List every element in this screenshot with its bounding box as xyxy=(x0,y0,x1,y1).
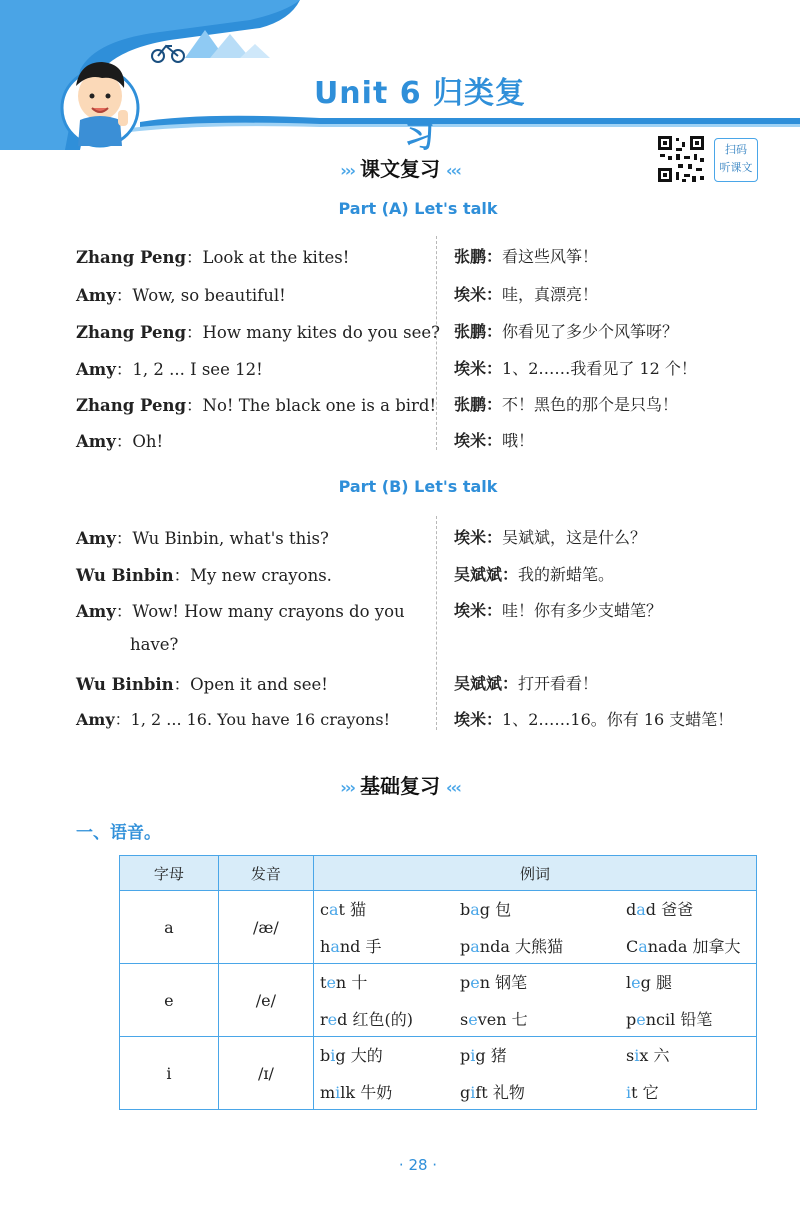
word-part: x xyxy=(639,1046,649,1065)
letter-cell: a xyxy=(120,891,219,964)
word-meaning: 七 xyxy=(511,1010,528,1029)
speaker: Wu Binbin xyxy=(76,675,174,694)
dialogue-line-zh: 埃米：吴斌斌，这是什么？ xyxy=(454,528,647,547)
table-row xyxy=(120,1037,757,1110)
word-part: s xyxy=(460,1010,469,1029)
word-part: n xyxy=(479,973,491,992)
speaker: Amy xyxy=(76,529,116,548)
utterance-zh: 你看见了多少个风筝呀？ xyxy=(502,322,679,341)
word-part: p xyxy=(626,1010,637,1029)
word-part: ft xyxy=(475,1083,488,1102)
word-part: g xyxy=(479,900,491,919)
example-word xyxy=(320,1007,460,1030)
dialogue-line-zh: 埃米：哇！你有多少支蜡笔？ xyxy=(454,601,663,620)
highlight-letter: a xyxy=(470,937,480,956)
word-part: b xyxy=(320,1046,331,1065)
highlight-letter: a xyxy=(636,900,646,919)
word-part: b xyxy=(460,900,471,919)
word-meaning: 礼物 xyxy=(492,1083,525,1102)
word-meaning: 猪 xyxy=(490,1046,507,1065)
bicycle-icon xyxy=(152,46,184,62)
word-part: ncil xyxy=(645,1010,676,1029)
dialogue-line-zh: 埃米：1、2……我看见了 12 个！ xyxy=(454,359,697,378)
example-word xyxy=(626,1007,756,1030)
highlight-letter: a xyxy=(330,937,340,956)
letter-cell: i xyxy=(120,1037,219,1110)
dialogue-line-en: Amy：Wow, so beautiful! xyxy=(76,286,286,305)
example-word xyxy=(626,897,756,920)
speaker-zh: 吴斌斌 xyxy=(454,565,503,584)
example-word xyxy=(460,1007,626,1030)
word-part: p xyxy=(460,937,471,956)
dialogue-line-en-cont: have? xyxy=(130,635,179,654)
dialogue-line-zh: 张鹏：看这些风筝！ xyxy=(454,247,599,266)
word-part: p xyxy=(460,1046,471,1065)
speaker-zh: 埃米 xyxy=(454,601,487,620)
word-meaning: 加拿大 xyxy=(692,937,741,956)
highlight-letter: e xyxy=(327,1010,338,1029)
example-word xyxy=(320,1043,460,1066)
speaker-zh: 张鹏 xyxy=(454,322,487,341)
sound-cell: /e/ xyxy=(218,964,313,1037)
highlight-letter: i xyxy=(330,1046,336,1065)
word-part: t xyxy=(631,1083,638,1102)
example-word xyxy=(626,934,756,957)
letter-cell: e xyxy=(120,964,219,1037)
word-part: r xyxy=(320,1010,328,1029)
example-word xyxy=(320,934,460,957)
example-word xyxy=(460,897,626,920)
example-word xyxy=(626,1080,756,1103)
highlight-letter: e xyxy=(468,1010,478,1029)
example-word xyxy=(460,1043,626,1066)
section-label: 课文复习 xyxy=(360,157,440,181)
section-label: 基础复习 xyxy=(360,774,440,798)
chevron-left-icon: ‹‹‹ xyxy=(446,161,460,180)
speaker-zh: 埃米 xyxy=(454,528,487,547)
scan-to-listen-note xyxy=(714,138,758,182)
word-meaning: 红色(的) xyxy=(352,1010,413,1029)
highlight-letter: i xyxy=(335,1083,341,1102)
part-b-title: Part (B) Let's talk xyxy=(338,477,498,496)
column-header: 例词 xyxy=(314,856,757,891)
utterance-zh: 吴斌斌，这是什么？ xyxy=(502,528,647,547)
utterance-zh: 哇！你有多少支蜡笔？ xyxy=(502,601,663,620)
word-part: c xyxy=(320,900,329,919)
speaker: Zhang Peng xyxy=(76,248,187,267)
dialogue-line-zh: 张鹏：不！黑色的那个是只鸟！ xyxy=(454,395,679,414)
word-part: lk xyxy=(340,1083,356,1102)
utterance-zh: 不！黑色的那个是只鸟！ xyxy=(502,395,679,414)
utterance-zh: 1、2……我看见了 12 个！ xyxy=(502,359,697,378)
utterance: 1, 2 ... I see 12! xyxy=(132,360,263,379)
speaker: Amy xyxy=(76,360,116,379)
word-part: n xyxy=(335,973,347,992)
highlight-letter: e xyxy=(631,973,641,992)
column-header: 字母 xyxy=(120,856,219,891)
highlight-letter: a xyxy=(328,900,339,919)
word-meaning: 六 xyxy=(653,1046,670,1065)
utterance-zh: 我的新蜡笔。 xyxy=(518,565,615,584)
word-meaning: 爸爸 xyxy=(661,900,694,919)
word-part: p xyxy=(460,973,471,992)
dialogue-line-en: Wu Binbin：My new crayons. xyxy=(76,566,332,585)
word-part: g xyxy=(475,1046,486,1065)
highlight-letter: a xyxy=(638,937,648,956)
speaker: Amy xyxy=(76,710,115,729)
speaker: Amy xyxy=(76,286,116,305)
word-part: t xyxy=(338,900,345,919)
table-row xyxy=(120,964,757,1037)
highlight-letter: e xyxy=(470,973,480,992)
word-meaning: 腿 xyxy=(655,973,672,992)
speaker: Wu Binbin xyxy=(76,566,174,585)
dialogue-line-zh: 张鹏：你看见了多少个风筝呀？ xyxy=(454,322,679,341)
highlight-letter: i xyxy=(626,1083,632,1102)
speaker-zh: 张鹏 xyxy=(454,395,487,414)
question-title: 一、语音。 xyxy=(76,823,161,843)
chevron-right-icon: ››› xyxy=(340,161,354,180)
dialogue-line-en: Amy：1, 2 ... 16. You have 16 crayons! xyxy=(76,710,390,729)
example-words-cell xyxy=(314,1037,757,1110)
word-part: g xyxy=(335,1046,346,1065)
example-words-cell xyxy=(314,891,757,964)
dialogue-line-en: Amy：Wu Binbin, what's this? xyxy=(76,529,329,548)
word-meaning: 大的 xyxy=(350,1046,383,1065)
speaker: Amy xyxy=(76,432,116,451)
word-part: nd xyxy=(339,937,361,956)
highlight-letter: e xyxy=(636,1010,646,1029)
word-meaning: 大熊猫 xyxy=(514,937,563,956)
dialogue-line-zh: 吴斌斌：我的新蜡笔。 xyxy=(454,565,615,584)
utterance-zh: 看这些风筝！ xyxy=(502,247,599,266)
utterance-zh: 哇，真漂亮！ xyxy=(502,285,599,304)
word-part: C xyxy=(626,937,639,956)
page-title: Unit 6 归类复习 xyxy=(313,76,527,155)
utterance-zh: 哦！ xyxy=(502,431,535,450)
word-part: h xyxy=(320,937,331,956)
speaker-zh: 埃米 xyxy=(454,431,487,450)
word-part: ven xyxy=(477,1010,507,1029)
sound-cell: /ɪ/ xyxy=(218,1037,313,1110)
word-meaning: 猫 xyxy=(350,900,367,919)
utterance: No! The black one is a bird! xyxy=(202,396,437,415)
highlight-letter: e xyxy=(326,973,336,992)
dialogue-line-zh: 埃米：1、2……16。你有 16 支蜡笔！ xyxy=(454,710,734,729)
utterance: Open it and see! xyxy=(190,675,328,694)
utterance: My new crayons. xyxy=(190,566,332,585)
dialogue-line-en: Zhang Peng：How many kites do you see? xyxy=(76,323,440,342)
table-row xyxy=(120,891,757,964)
word-part: t xyxy=(320,973,327,992)
example-word xyxy=(626,970,756,993)
utterance-zh: 打开看看！ xyxy=(518,674,599,693)
word-part: d xyxy=(337,1010,348,1029)
word-part: l xyxy=(626,973,632,992)
example-word xyxy=(460,970,626,993)
utterance-zh: 1、2……16。你有 16 支蜡笔！ xyxy=(502,710,734,729)
column-divider xyxy=(436,516,437,730)
chevron-right-icon: ››› xyxy=(340,778,354,797)
example-word xyxy=(626,1043,756,1066)
dialogue-line-en: Zhang Peng：Look at the kites! xyxy=(76,248,350,267)
word-meaning: 它 xyxy=(642,1083,659,1102)
dialogue-line-en: Amy：Oh! xyxy=(76,432,164,451)
word-part: d xyxy=(626,900,637,919)
speaker-zh: 吴斌斌 xyxy=(454,674,503,693)
word-meaning: 包 xyxy=(495,900,512,919)
example-words-cell xyxy=(314,964,757,1037)
example-word xyxy=(460,1080,626,1103)
word-meaning: 十 xyxy=(351,973,368,992)
word-part: m xyxy=(320,1083,336,1102)
speaker-zh: 张鹏 xyxy=(454,247,487,266)
highlight-letter: i xyxy=(470,1046,476,1065)
sound-cell: /æ/ xyxy=(218,891,313,964)
speaker-zh: 埃米 xyxy=(454,285,487,304)
word-part: d xyxy=(645,900,657,919)
column-divider xyxy=(436,236,437,450)
speaker-zh: 埃米 xyxy=(454,359,487,378)
example-word xyxy=(320,970,460,993)
speaker: Zhang Peng xyxy=(76,396,187,415)
speaker: Amy xyxy=(76,602,116,621)
dialogue-line-en: Amy：Wow! How many crayons do you xyxy=(76,602,405,621)
utterance: How many kites do you see? xyxy=(202,323,440,342)
page-number: · 28 · xyxy=(398,1156,438,1174)
dialogue-line-zh: 埃米：哦！ xyxy=(454,431,535,450)
dialogue-line-zh: 吴斌斌：打开看看！ xyxy=(454,674,599,693)
word-meaning: 铅笔 xyxy=(680,1010,713,1029)
utterance: 1, 2 ... 16. You have 16 crayons! xyxy=(130,710,390,729)
utterance: Wow, so beautiful! xyxy=(132,286,286,305)
dialogue-line-en: Zhang Peng：No! The black one is a bird! xyxy=(76,396,437,415)
word-part: nda xyxy=(479,937,510,956)
example-word xyxy=(460,934,626,957)
highlight-letter: i xyxy=(470,1083,476,1102)
phonics-table xyxy=(119,855,757,1110)
dialogue-line-en: Amy：1, 2 ... I see 12! xyxy=(76,360,263,379)
example-word xyxy=(320,897,460,920)
example-word xyxy=(320,1080,460,1103)
section-header-basic-review xyxy=(0,770,800,799)
word-part: g xyxy=(640,973,651,992)
dialogue-line-zh: 埃米：哇，真漂亮！ xyxy=(454,285,599,304)
table-header-row xyxy=(120,856,757,891)
column-header: 发音 xyxy=(218,856,313,891)
scan-note-line: 扫码 xyxy=(725,143,747,156)
highlight-letter: a xyxy=(470,900,480,919)
word-part: nada xyxy=(647,937,688,956)
utterance: Wow! How many crayons do you xyxy=(132,602,405,621)
qr-code-icon[interactable] xyxy=(656,134,706,184)
speaker-zh: 埃米 xyxy=(454,710,487,729)
scan-note-line: 听课文 xyxy=(719,161,753,174)
word-part: g xyxy=(460,1083,471,1102)
chevron-left-icon: ‹‹‹ xyxy=(446,778,460,797)
utterance: Wu Binbin, what's this? xyxy=(132,529,329,548)
dialogue-line-en: Wu Binbin：Open it and see! xyxy=(76,675,328,694)
word-part: s xyxy=(626,1046,635,1065)
highlight-letter: i xyxy=(634,1046,640,1065)
utterance: Oh! xyxy=(132,432,164,451)
speaker: Zhang Peng xyxy=(76,323,187,342)
utterance: Look at the kites! xyxy=(202,248,350,267)
word-meaning: 钢笔 xyxy=(495,973,528,992)
word-meaning: 手 xyxy=(365,937,382,956)
part-a-title: Part (A) Let's talk xyxy=(338,199,498,218)
word-meaning: 牛奶 xyxy=(360,1083,393,1102)
